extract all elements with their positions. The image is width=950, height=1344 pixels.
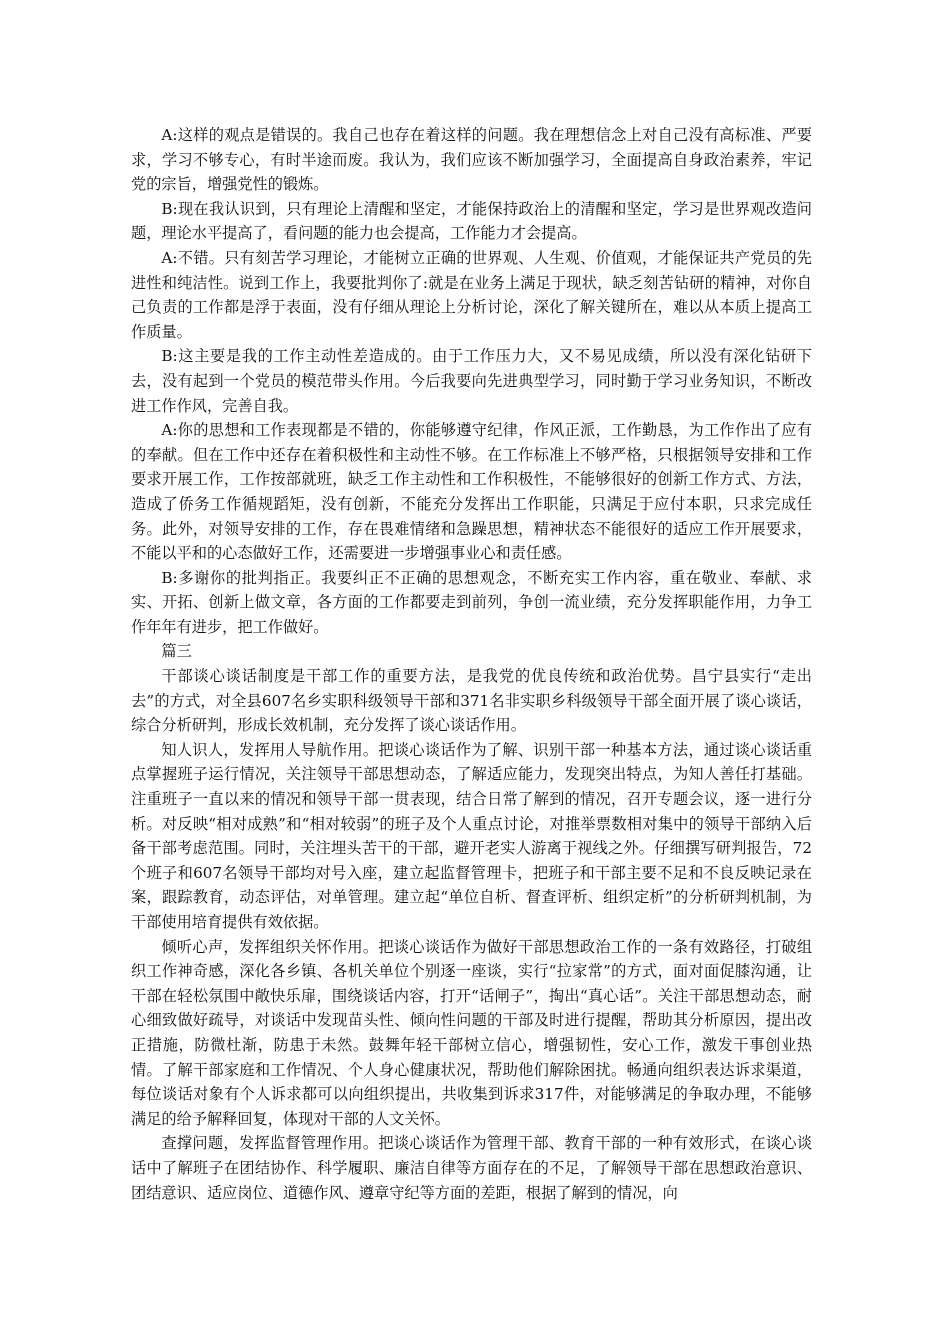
paragraph-listen-voices: 倾听心声，发挥组织关怀作用。把谈心谈话作为做好干部思想政治工作的一条有效路径，打破组织工作神奇感，深化各乡镇、各机关单位个别逐一座谈，实行“拉家常”的方式，面对面促膝沟通，让干部在轻松氛围中敞快乐扉，围绕谈话内容，打开“话闸子”，掏出“真心话”。关注干部思想动态，耐心细致做好疏导，对谈话中发现苗头性、倾向性问题的干部及时进行提醒，帮助其分析原因，提出改正措施，防微杜渐，防患于未然。鼓舞年轻干部树立信心，增强韧性，安心工作，激发干事创业热情。了解干部家庭和工作情况、个人身心健康状况，帮助他们解除困扰。畅通向组织表达诉求渠道，每位谈话对象有个人诉求都可以向组织提出，共收集到诉求317件，对能够满足的争取办理，不能够满足的给予解释回复，体现对干部的人文关怀。 [131,937,812,1128]
section-heading: 篇三 [161,642,192,661]
paragraph-know-people: 知人识人，发挥用人导航作用。把谈心谈话作为了解、识别干部一种基本方法，通过谈心谈话重点掌握班子运行情况，关注领导干部思想动态，了解适应能力，发现突出特点，为知人善任打基础。注重班子一直以来的情况和领导干部一贯表现，结合日常了解到的情况，召开专题会议，逐一进行分析。对反映“相对成熟”和“相对较弱”的班子及个人重点讨论，对推举票数相对集中的领导干部纳入后备干部考虑范围。同时，关注埋头苦干的干部，避开老实人游离于视线之外。仔细撰写研判报告，72个班子和607名领导干部均对号入座，建立起监督管理卡，把班子和干部主要不足和不良反映记录在案，跟踪教育，动态评估，对单管理。建立起“单位自析、督查评析、组织定析”的分析研判机制，为干部使用培育提供有效依据。 [131,740,812,931]
paragraph-b-theory-clarity: B:现在我认识到，只有理论上清醒和坚定，才能保持政治上的清醒和坚定，学习是世界观改造问题，理论水平提高了，看问题的能力也会提高，工作能力才会提高。 [131,199,812,243]
document-body [131,123,812,1205]
paragraph-find-problems: 查撑问题，发挥监督管理作用。把谈心谈话作为管理干部、教育干部的一种有效形式，在谈心谈话中了解班子在团结协作、科学履职、廉洁自律等方面存在的不足，了解领导干部在思想政治意识、团结意识、适应岗位、道德作风、遵章守纪等方面的差距，根据了解到的情况，向 [131,1134,812,1202]
paragraph-a-study-theory: A:不错。只有刻苦学习理论，才能树立正确的世界观、人生观、价值观，才能保证共产党员的先进性和纯洁性。说到工作上，我要批判你了:就是在业务上满足于现状，缺乏刻苦钻研的精神，对你自己负责的工作都是浮于表面，没有仔细从理论上分析讨论，深化了解关键所在，难以从本质上提高工作质量。 [131,248,812,341]
paragraph-b-thanks: B:多谢你的批判指正。我要纠正不正确的思想观念，不断充实工作内容，重在敬业、奉献、求实、开拓、创新上做文章，各方面的工作都要走到前列，争创一流业绩，充分发挥职能作用，力争工作年年有进步，把工作做好。 [131,568,812,636]
paragraph-a-work-performance: A:你的思想和工作表现都是不错的，你能够遵守纪律，作风正派，工作勤恳，为工作作出了应有的奉献。但在工作中还存在着积极性和主动性不够。在工作标准上不够严格，只根据领导安排和工作要求开展工作，工作按部就班，缺乏工作主动性和工作积极性，不能够很好的创新工作方式、方法，造成了侨务工作循规蹈矩，没有创新，不能充分发挥出工作职能，只满足于应付本职，只求完成任务。此外，对领导安排的工作，存在畏难情绪和急躁思想，精神状态不能很好的适应工作开展要求，不能以平和的心态做好工作，还需要进一步增强事业心和责任感。 [131,421,812,563]
paragraph-intro-talks: 干部谈心谈话制度是干部工作的重要方法，是我党的优良传统和政治优势。昌宁县实行“走出去”的方式，对全县607名乡实职科级领导干部和371名非实职乡科级领导干部全面开展了谈心谈话，综合分析研判，形成长效机制，充分发挥了谈心谈话作用。 [131,667,812,735]
paragraph-a-view-wrong: A:这样的观点是错误的。我自己也存在着这样的问题。我在理想信念上对自己没有高标准、严要求，学习不够专心，有时半途而废。我认为，我们应该不断加强学习，全面提高自身政治素养，牢记党的宗旨，增强党性的锻炼。 [131,126,812,194]
paragraph-b-initiative: B:这主要是我的工作主动性差造成的。由于工作压力大，又不易见成绩，所以没有深化钻研下去，没有起到一个党员的模范带头作用。今后我要向先进典型学习，同时勤于学习业务知识，不断改进工作作风，完善自我。 [131,347,812,415]
